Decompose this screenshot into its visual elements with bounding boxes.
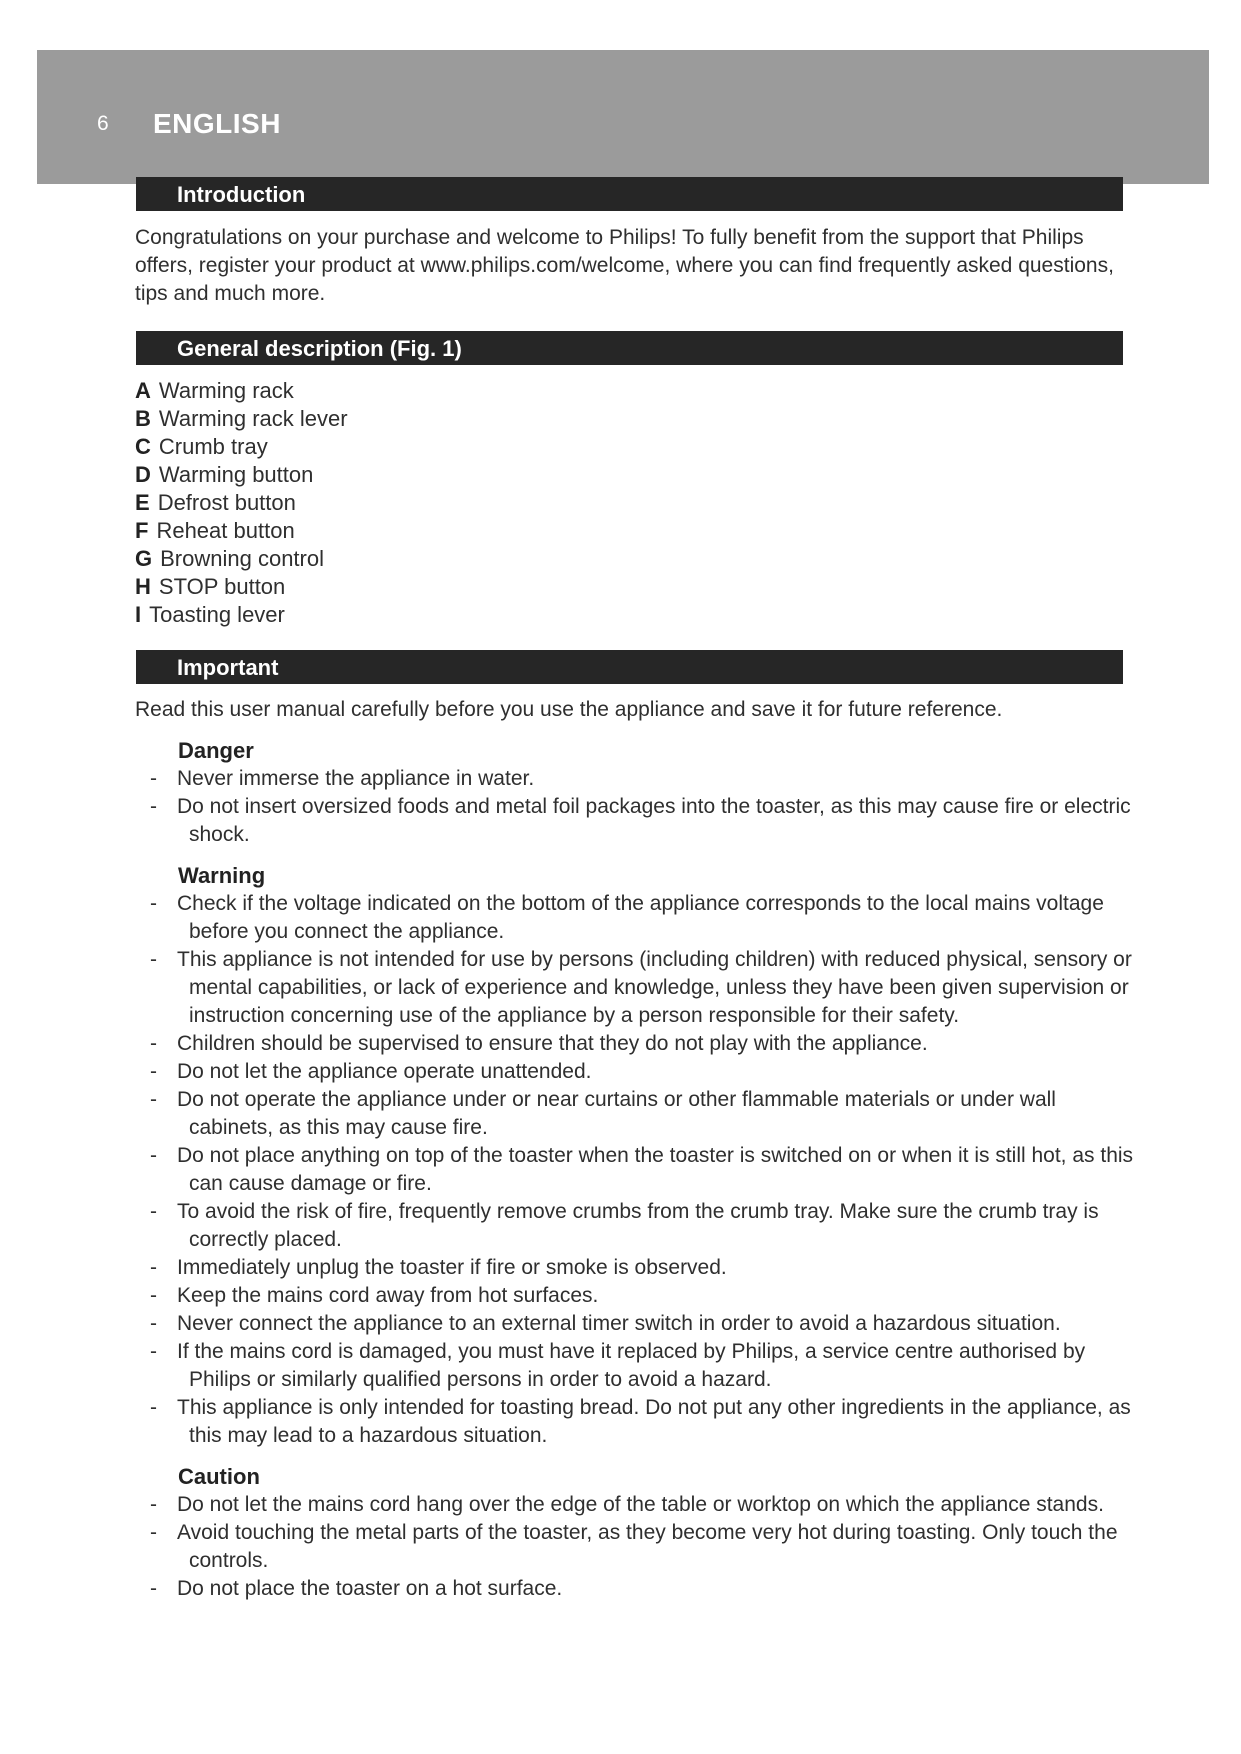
list-item: - If the mains cord is damaged, you must have it replaced by Philips, a service centre authorised by Philips or similarly qualified persons in order to avoid a hazard. [150,1338,1140,1394]
section-heading-general-description: General description (Fig. 1) [136,331,1123,365]
page-number: 6 [97,112,109,135]
caution-heading: Caution [178,1464,260,1489]
list-item: - Do not insert oversized foods and metal foil packages into the toaster, as this may cause fire or electric shock. [150,793,1140,849]
danger-list [150,765,1140,849]
list-item: - Avoid touching the metal parts of the toaster, as they become very hot during toasting. Only touch the controls. [150,1519,1140,1575]
list-item: C Crumb tray [135,434,268,459]
list-item: B Warming rack lever [135,406,348,431]
danger-heading: Danger [178,738,254,763]
language-title: ENGLISH [153,108,281,139]
list-item: F Reheat button [135,518,295,543]
list-item: - Never connect the appliance to an external timer switch in order to avoid a hazardous situation. [150,1310,1140,1338]
parts-list [135,377,348,629]
list-item: - Do not place anything on top of the toaster when the toaster is switched on or when it is still hot, as this can cause damage or fire. [150,1142,1140,1198]
list-item: - Do not let the mains cord hang over the edge of the table or worktop on which the appliance stands. [150,1491,1140,1519]
section-heading-introduction: Introduction [136,177,1123,211]
list-item: - Do not operate the appliance under or near curtains or other flammable materials or under wall cabinets, as this may cause fire. [150,1086,1140,1142]
warning-list [150,890,1140,1450]
important-intro-text: Read this user manual carefully before you use the appliance and save it for future reference. [135,698,1003,721]
caution-list [150,1491,1140,1603]
list-item: I Toasting lever [135,602,285,627]
list-item: D Warming button [135,462,314,487]
list-item: - Do not place the toaster on a hot surface. [150,1575,1140,1603]
list-item: - To avoid the risk of fire, frequently remove crumbs from the crumb tray. Make sure the crumb tray is correctly placed. [150,1198,1140,1254]
list-item: - This appliance is only intended for toasting bread. Do not put any other ingredients in the appliance, as this may lead to a hazardous situation. [150,1394,1140,1450]
list-item: - Children should be supervised to ensure that they do not play with the appliance. [150,1030,1140,1058]
introduction-text: Congratulations on your purchase and welcome to Philips! To fully benefit from the support that Philips offers, register your product at www.philips.com/welcome, where you can find frequently asked questions, tips and much more. [135,226,1114,305]
section-heading-important: Important [136,650,1123,684]
list-item: A Warming rack [135,378,294,403]
list-item: H STOP button [135,574,286,599]
list-item: - Keep the mains cord away from hot surfaces. [150,1282,1140,1310]
list-item: - Do not let the appliance operate unattended. [150,1058,1140,1086]
warning-heading: Warning [178,863,266,888]
list-item: G Browning control [135,546,324,571]
list-item: - Never immerse the appliance in water. [150,765,1140,793]
list-item: - Immediately unplug the toaster if fire or smoke is observed. [150,1254,1140,1282]
list-item: - This appliance is not intended for use by persons (including children) with reduced physical, sensory or mental capabilities, or lack of experience and knowledge, unless they have been given supervision or instruction concerning use of the appliance by a person responsible for their safety. [150,946,1140,1030]
list-item: E Defrost button [135,490,296,515]
list-item: - Check if the voltage indicated on the bottom of the appliance corresponds to the local mains voltage before you connect the appliance. [150,890,1140,946]
